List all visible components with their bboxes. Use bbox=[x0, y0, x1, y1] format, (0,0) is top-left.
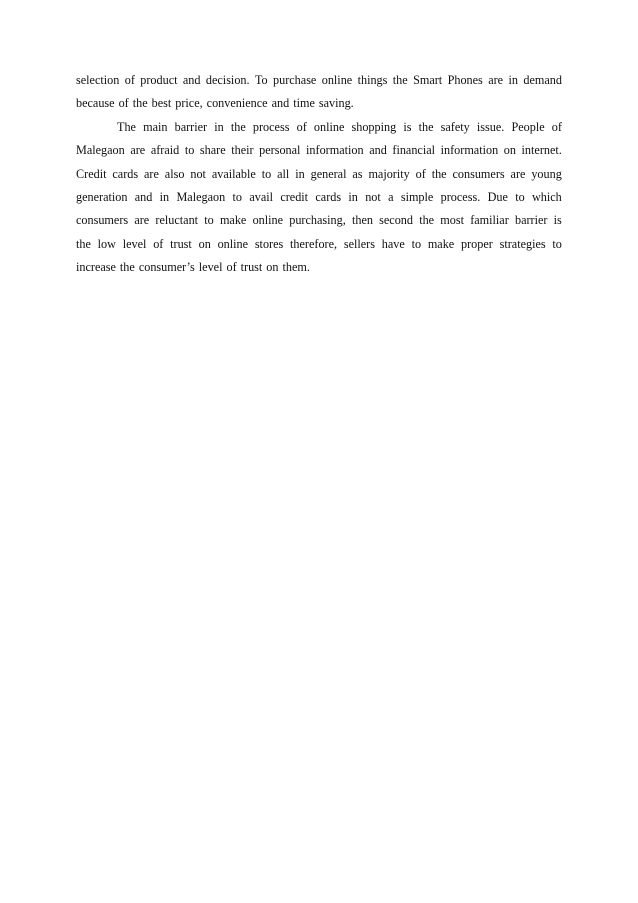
text-line: selection of product and decision. To purchase online things the Smart Phones are in demand bbox=[76, 73, 562, 87]
text-line: generation and in Malegaon to avail credit cards in not a simple process. Due to which bbox=[76, 189, 562, 204]
text-line: consumers are reluctant to make online purchasing, then second the most familiar barrier is bbox=[76, 213, 562, 228]
text-line: the low level of trust on online stores therefore, sellers have to make proper strategies to bbox=[76, 236, 562, 251]
body-text bbox=[76, 69, 562, 280]
text-line: because of the best price, convenience and time saving. bbox=[76, 96, 354, 111]
text-line: The main barrier in the process of online shopping is the safety issue. People of bbox=[117, 119, 562, 134]
text-line: increase the consumer’s level of trust on them. bbox=[76, 260, 310, 275]
text-line: Malegaon are afraid to share their personal information and financial information on internet. bbox=[76, 143, 562, 158]
text-line: Credit cards are also not available to all in general as majority of the consumers are young bbox=[76, 166, 562, 181]
